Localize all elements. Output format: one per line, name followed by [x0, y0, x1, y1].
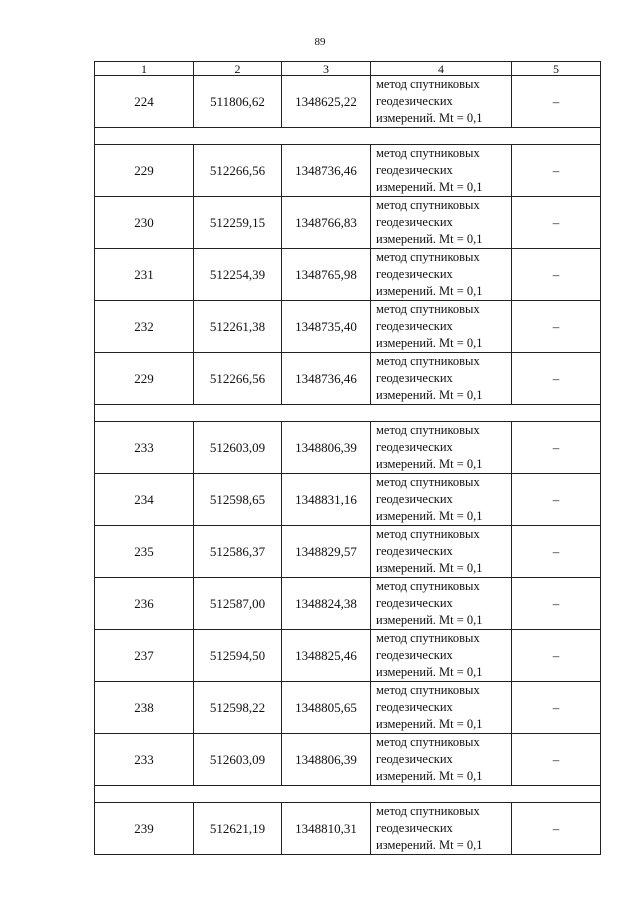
method-line: геодезических: [376, 163, 453, 177]
y-coordinate-cell: 1348806,39: [282, 734, 371, 786]
x-coordinate-cell: 512594,50: [194, 630, 282, 682]
method-cell: [371, 526, 512, 578]
method-cell: [371, 353, 512, 405]
point-number-cell: 233: [95, 734, 194, 786]
table-row: [95, 734, 601, 786]
table-row: [95, 630, 601, 682]
point-number-cell: 235: [95, 526, 194, 578]
point-number-cell: 238: [95, 682, 194, 734]
method-line: метод спутниковых: [376, 631, 480, 645]
y-coordinate-cell: 1348810,31: [282, 803, 371, 855]
method-line: измерений. Mt = 0,1: [376, 180, 483, 194]
x-coordinate-cell: 512603,09: [194, 422, 282, 474]
description-cell: –: [512, 578, 601, 630]
y-coordinate-cell: 1348765,98: [282, 249, 371, 301]
y-coordinate-cell: 1348735,40: [282, 301, 371, 353]
table-row: [95, 197, 601, 249]
separator-cell: [95, 128, 601, 145]
x-coordinate-cell: 512587,00: [194, 578, 282, 630]
description-cell: –: [512, 197, 601, 249]
description-cell: –: [512, 526, 601, 578]
method-line: геодезических: [376, 821, 453, 835]
point-number-cell: 239: [95, 803, 194, 855]
separator-row: [95, 786, 601, 803]
x-coordinate-cell: 512598,22: [194, 682, 282, 734]
method-line: метод спутниковых: [376, 250, 480, 264]
method-line: измерений. Mt = 0,1: [376, 561, 483, 575]
method-line: геодезических: [376, 544, 453, 558]
description-cell: –: [512, 422, 601, 474]
table-row: [95, 353, 601, 405]
method-cell: [371, 578, 512, 630]
method-cell: [371, 301, 512, 353]
method-line: метод спутниковых: [376, 527, 480, 541]
x-coordinate-cell: 512598,65: [194, 474, 282, 526]
y-coordinate-cell: 1348806,39: [282, 422, 371, 474]
table-row: [95, 249, 601, 301]
point-number-cell: 231: [95, 249, 194, 301]
method-line: метод спутниковых: [376, 423, 480, 437]
coordinates-table: [94, 61, 601, 855]
point-number-cell: 224: [95, 76, 194, 128]
description-cell: –: [512, 301, 601, 353]
point-number-cell: 233: [95, 422, 194, 474]
x-coordinate-cell: 512621,19: [194, 803, 282, 855]
y-coordinate-cell: 1348766,83: [282, 197, 371, 249]
point-number-cell: 230: [95, 197, 194, 249]
description-cell: –: [512, 682, 601, 734]
y-coordinate-cell: 1348825,46: [282, 630, 371, 682]
x-coordinate-cell: 512254,39: [194, 249, 282, 301]
table-row: [95, 76, 601, 128]
method-line: метод спутниковых: [376, 354, 480, 368]
method-line: измерений. Mt = 0,1: [376, 284, 483, 298]
method-line: геодезических: [376, 752, 453, 766]
separator-row: [95, 405, 601, 422]
description-cell: –: [512, 734, 601, 786]
method-line: измерений. Mt = 0,1: [376, 388, 483, 402]
y-coordinate-cell: 1348824,38: [282, 578, 371, 630]
method-line: измерений. Mt = 0,1: [376, 838, 483, 852]
method-cell: [371, 474, 512, 526]
separator-row: [95, 128, 601, 145]
method-line: метод спутниковых: [376, 77, 480, 91]
x-coordinate-cell: 512603,09: [194, 734, 282, 786]
method-line: метод спутниковых: [376, 683, 480, 697]
column-header: 1: [95, 62, 194, 76]
x-coordinate-cell: 512586,37: [194, 526, 282, 578]
method-line: измерений. Mt = 0,1: [376, 665, 483, 679]
method-line: геодезических: [376, 440, 453, 454]
y-coordinate-cell: 1348829,57: [282, 526, 371, 578]
method-line: геодезических: [376, 215, 453, 229]
x-coordinate-cell: 512261,38: [194, 301, 282, 353]
point-number-cell: 229: [95, 353, 194, 405]
point-number-cell: 237: [95, 630, 194, 682]
method-cell: [371, 197, 512, 249]
method-line: измерений. Mt = 0,1: [376, 111, 483, 125]
x-coordinate-cell: 512259,15: [194, 197, 282, 249]
method-cell: [371, 145, 512, 197]
description-cell: –: [512, 353, 601, 405]
x-coordinate-cell: 512266,56: [194, 353, 282, 405]
separator-cell: [95, 786, 601, 803]
table-row: [95, 682, 601, 734]
table-row: [95, 301, 601, 353]
y-coordinate-cell: 1348736,46: [282, 353, 371, 405]
description-cell: –: [512, 145, 601, 197]
method-line: метод спутниковых: [376, 302, 480, 316]
column-header: 3: [282, 62, 371, 76]
point-number-cell: 232: [95, 301, 194, 353]
y-coordinate-cell: 1348625,22: [282, 76, 371, 128]
table-row: [95, 803, 601, 855]
method-line: геодезических: [376, 700, 453, 714]
method-cell: [371, 422, 512, 474]
method-line: метод спутниковых: [376, 735, 480, 749]
y-coordinate-cell: 1348805,65: [282, 682, 371, 734]
method-line: измерений. Mt = 0,1: [376, 769, 483, 783]
point-number-cell: 229: [95, 145, 194, 197]
table-row: [95, 474, 601, 526]
table-row: [95, 526, 601, 578]
table-body: [95, 76, 601, 855]
page-number: 89: [314, 36, 326, 48]
method-cell: [371, 630, 512, 682]
description-cell: –: [512, 76, 601, 128]
method-cell: [371, 734, 512, 786]
separator-cell: [95, 405, 601, 422]
method-line: измерений. Mt = 0,1: [376, 509, 483, 523]
method-line: геодезических: [376, 596, 453, 610]
x-coordinate-cell: 511806,62: [194, 76, 282, 128]
method-cell: [371, 249, 512, 301]
method-line: измерений. Mt = 0,1: [376, 336, 483, 350]
method-line: метод спутниковых: [376, 475, 480, 489]
y-coordinate-cell: 1348831,16: [282, 474, 371, 526]
method-cell: [371, 76, 512, 128]
x-coordinate-cell: 512266,56: [194, 145, 282, 197]
table-row: [95, 422, 601, 474]
method-line: измерений. Mt = 0,1: [376, 613, 483, 627]
table-row: [95, 578, 601, 630]
method-line: измерений. Mt = 0,1: [376, 457, 483, 471]
method-line: геодезических: [376, 648, 453, 662]
column-header: 4: [371, 62, 512, 76]
method-line: геодезических: [376, 371, 453, 385]
description-cell: –: [512, 803, 601, 855]
point-number-cell: 236: [95, 578, 194, 630]
method-cell: [371, 803, 512, 855]
method-line: измерений. Mt = 0,1: [376, 232, 483, 246]
method-cell: [371, 682, 512, 734]
method-line: геодезических: [376, 267, 453, 281]
method-line: метод спутниковых: [376, 198, 480, 212]
table-row: [95, 145, 601, 197]
method-line: метод спутниковых: [376, 146, 480, 160]
method-line: геодезических: [376, 319, 453, 333]
method-line: метод спутниковых: [376, 579, 480, 593]
description-cell: –: [512, 474, 601, 526]
description-cell: –: [512, 630, 601, 682]
description-cell: –: [512, 249, 601, 301]
method-line: измерений. Mt = 0,1: [376, 717, 483, 731]
method-line: метод спутниковых: [376, 804, 480, 818]
header-row: [95, 62, 601, 76]
column-header: 2: [194, 62, 282, 76]
column-header: 5: [512, 62, 601, 76]
method-line: геодезических: [376, 94, 453, 108]
point-number-cell: 234: [95, 474, 194, 526]
method-line: геодезических: [376, 492, 453, 506]
y-coordinate-cell: 1348736,46: [282, 145, 371, 197]
